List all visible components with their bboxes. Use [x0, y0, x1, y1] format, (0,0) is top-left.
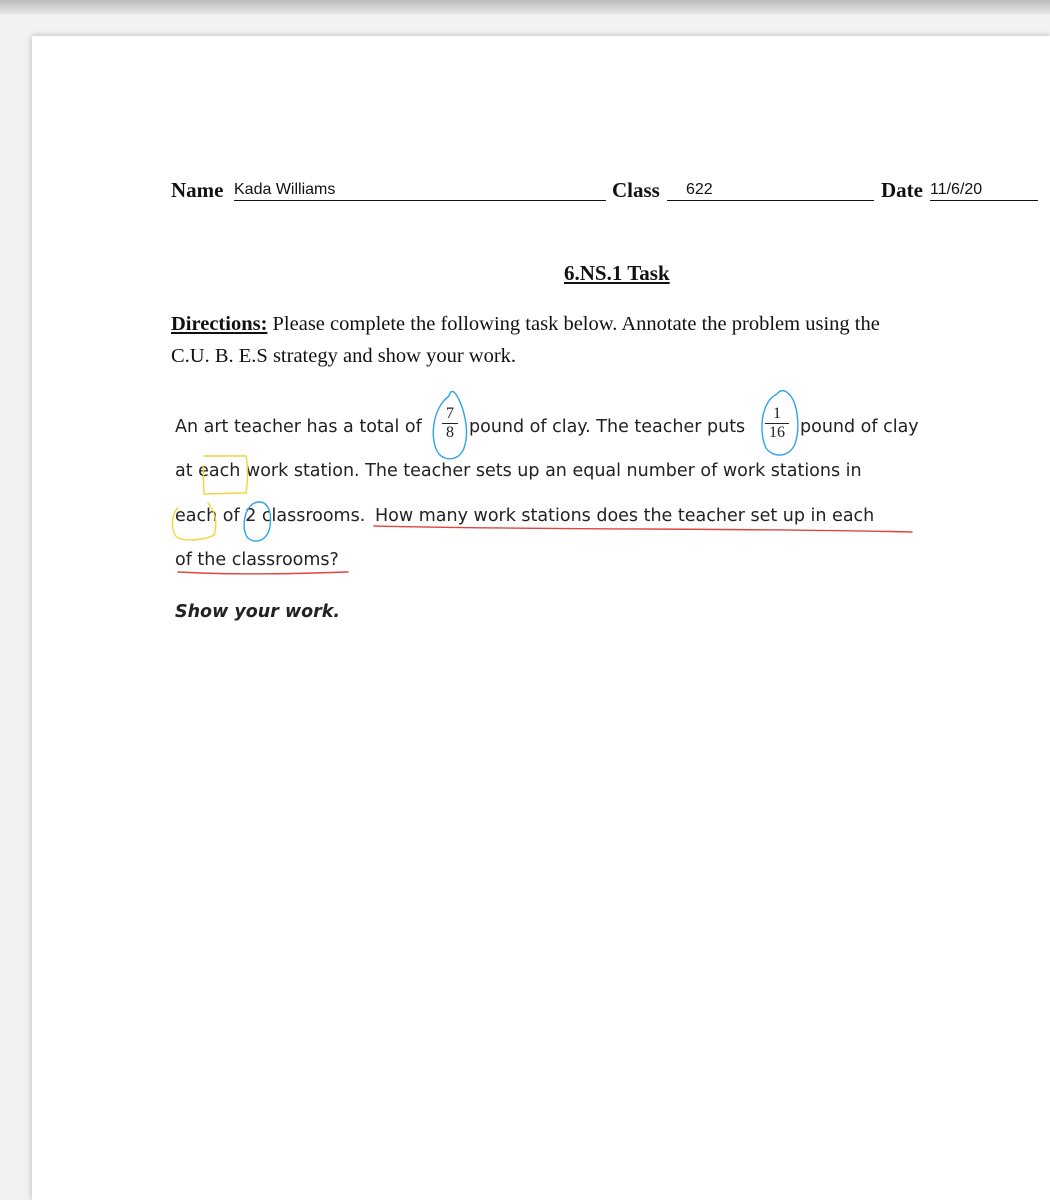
show-your-work: Show your work.: [175, 602, 341, 622]
problem-line2: at each work station. The teacher sets up an equal number of work stations in: [175, 461, 862, 481]
box-annotation-each-line3: [172, 503, 215, 540]
directions-line2: C.U. B. E.S strategy and show your work.: [171, 345, 517, 367]
date-label: Date: [881, 178, 923, 202]
circle-annotation-fraction2: [762, 391, 798, 455]
task-title: 6.NS.1 Task: [564, 261, 670, 285]
circle-annotation-fraction1: [433, 391, 466, 458]
problem-line3-b: How many work stations does the teacher set up in each: [375, 506, 875, 526]
problem-line1-a: An art teacher has a total of: [175, 417, 422, 437]
problem-line1-b: pound of clay. The teacher puts: [469, 417, 746, 437]
fraction2-numerator: 1: [773, 405, 781, 422]
directions-line1: Please complete the following task below. Annotate the problem using the: [267, 313, 880, 335]
class-value: 622: [686, 181, 713, 198]
fraction2-denominator: 16: [769, 424, 785, 441]
annotation-layer: [32, 36, 1050, 1200]
class-label: Class: [612, 178, 660, 202]
directions-label: Directions:: [171, 313, 268, 335]
underline-annotation-question: [374, 526, 912, 532]
window-top-shadow: [0, 0, 1050, 14]
circle-annotation-number-2: [244, 502, 270, 541]
problem-line1-c: pound of clay: [800, 417, 919, 437]
date-value: 11/6/20: [930, 181, 983, 198]
worksheet-page: [32, 36, 1050, 1200]
box-annotation-each-line2: [203, 456, 248, 494]
name-value: Kada Williams: [234, 181, 336, 198]
problem-line3-a: each of 2 classrooms.: [175, 506, 366, 526]
problem-line4: of the classrooms?: [175, 550, 339, 570]
fraction1-denominator: 8: [446, 424, 454, 441]
underline-annotation-question-end: [178, 572, 348, 574]
name-label: Name: [171, 178, 224, 202]
fraction1-numerator: 7: [446, 405, 454, 422]
